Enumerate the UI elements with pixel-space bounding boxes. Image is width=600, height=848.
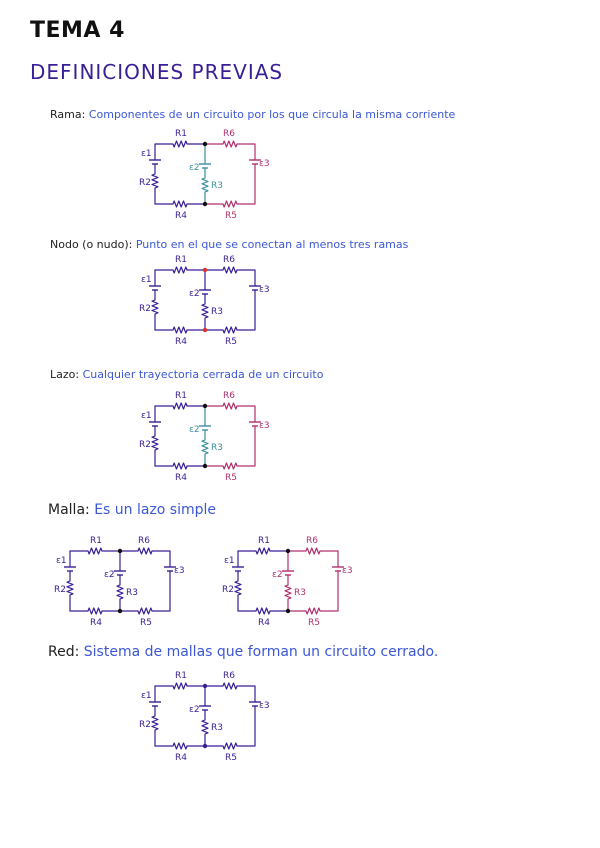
label-r6: R6 <box>223 671 235 681</box>
label-r4: R4 <box>175 473 187 483</box>
wire-r1 <box>238 548 288 567</box>
node-dot <box>203 142 207 146</box>
label-e3: ε3 <box>259 285 270 295</box>
definition-term: Rama: <box>50 108 86 121</box>
label-r3: R3 <box>211 443 223 453</box>
wire-r3 <box>202 168 208 204</box>
label-r3: R3 <box>211 181 223 191</box>
wire-r3 <box>202 430 208 466</box>
circuit-diagram-lazo <box>135 388 275 484</box>
label-r2: R2 <box>54 585 66 595</box>
label-r4: R4 <box>175 753 187 763</box>
label-r1: R1 <box>175 255 187 265</box>
label-r1: R1 <box>90 536 102 546</box>
label-e3: ε3 <box>259 421 270 431</box>
label-r1: R1 <box>258 536 270 546</box>
label-r2: R2 <box>139 178 151 188</box>
label-e2: ε2 <box>104 570 115 580</box>
node-dot <box>286 609 290 613</box>
label-e2: ε2 <box>189 289 200 299</box>
definition-text: Sistema de mallas que forman un circuito cerrado. <box>83 644 439 660</box>
label-r5: R5 <box>140 618 152 628</box>
page-title: TEMA 4 <box>30 18 125 43</box>
circuit-diagram-malla-right <box>218 533 358 629</box>
label-r3: R3 <box>126 588 138 598</box>
wire-r6 <box>120 548 170 567</box>
definition-text: Cualquier trayectoria cerrada de un circuito <box>82 368 324 381</box>
definition-text: Punto en el que se conectan al menos tres ramas <box>135 238 409 251</box>
definition-lazo <box>50 368 323 381</box>
wire-r1 <box>155 267 205 286</box>
label-e3: ε3 <box>259 701 270 711</box>
label-e2: ε2 <box>189 163 200 173</box>
label-r6: R6 <box>138 536 150 546</box>
wire-r6 <box>205 403 255 422</box>
label-e3: ε3 <box>342 566 353 576</box>
label-e1: ε1 <box>141 149 152 159</box>
label-r6: R6 <box>223 391 235 401</box>
label-e2: ε2 <box>189 425 200 435</box>
label-r1: R1 <box>175 391 187 401</box>
circuit-diagram-malla-left <box>50 533 190 629</box>
label-e1: ε1 <box>56 556 67 566</box>
label-r5: R5 <box>225 473 237 483</box>
node-dot <box>203 268 207 272</box>
node-dot <box>203 404 207 408</box>
label-r3: R3 <box>294 588 306 598</box>
wire-r6 <box>205 683 255 702</box>
label-e1: ε1 <box>141 691 152 701</box>
node-dot <box>118 609 122 613</box>
definition-rama <box>50 108 455 121</box>
node-dot <box>203 684 207 688</box>
node-dot <box>203 464 207 468</box>
label-r4: R4 <box>90 618 102 628</box>
label-r4: R4 <box>175 211 187 221</box>
label-r4: R4 <box>175 337 187 347</box>
label-e1: ε1 <box>224 556 235 566</box>
wire-r6 <box>205 141 255 160</box>
label-r5: R5 <box>225 337 237 347</box>
label-e3: ε3 <box>174 566 185 576</box>
wire-r6 <box>288 548 338 567</box>
node-dot <box>203 328 207 332</box>
definition-term: Nodo (o nudo): <box>50 238 133 251</box>
circuit-diagram-rama <box>135 126 275 222</box>
wire-r1 <box>155 683 205 702</box>
label-r5: R5 <box>308 618 320 628</box>
label-r6: R6 <box>223 129 235 139</box>
label-r6: R6 <box>306 536 318 546</box>
definition-nodo <box>50 238 408 251</box>
label-r4: R4 <box>258 618 270 628</box>
label-e2: ε2 <box>272 570 283 580</box>
wire-r3 <box>202 294 208 330</box>
definition-term: Malla: <box>48 502 90 518</box>
wire-r3 <box>285 575 291 611</box>
label-r1: R1 <box>175 671 187 681</box>
section-subtitle: DEFINICIONES PREVIAS <box>30 60 284 84</box>
label-r1: R1 <box>175 129 187 139</box>
definition-text: Es un lazo simple <box>94 502 217 518</box>
wire-r1 <box>155 403 205 422</box>
definition-red <box>48 644 438 660</box>
definition-text: Componentes de un circuito por los que circula la misma corriente <box>88 108 456 121</box>
label-r6: R6 <box>223 255 235 265</box>
label-r5: R5 <box>225 753 237 763</box>
definition-term: Lazo: <box>50 368 80 381</box>
definition-malla <box>48 502 216 518</box>
label-r3: R3 <box>211 723 223 733</box>
circuit-diagram-red <box>135 668 275 764</box>
label-r2: R2 <box>139 304 151 314</box>
definition-term: Red: <box>48 644 80 660</box>
node-dot <box>286 549 290 553</box>
wire-r3 <box>117 575 123 611</box>
node-dot <box>203 202 207 206</box>
label-r2: R2 <box>222 585 234 595</box>
label-r3: R3 <box>211 307 223 317</box>
label-e1: ε1 <box>141 411 152 421</box>
label-r2: R2 <box>139 720 151 730</box>
node-dot <box>118 549 122 553</box>
label-e2: ε2 <box>189 705 200 715</box>
wire-r3 <box>202 710 208 746</box>
circuit-diagram-nodo <box>135 252 275 348</box>
label-e1: ε1 <box>141 275 152 285</box>
wire-r1 <box>70 548 120 567</box>
label-e3: ε3 <box>259 159 270 169</box>
label-r5: R5 <box>225 211 237 221</box>
node-dot <box>203 744 207 748</box>
wire-r1 <box>155 141 205 160</box>
wire-r6 <box>205 267 255 286</box>
label-r2: R2 <box>139 440 151 450</box>
